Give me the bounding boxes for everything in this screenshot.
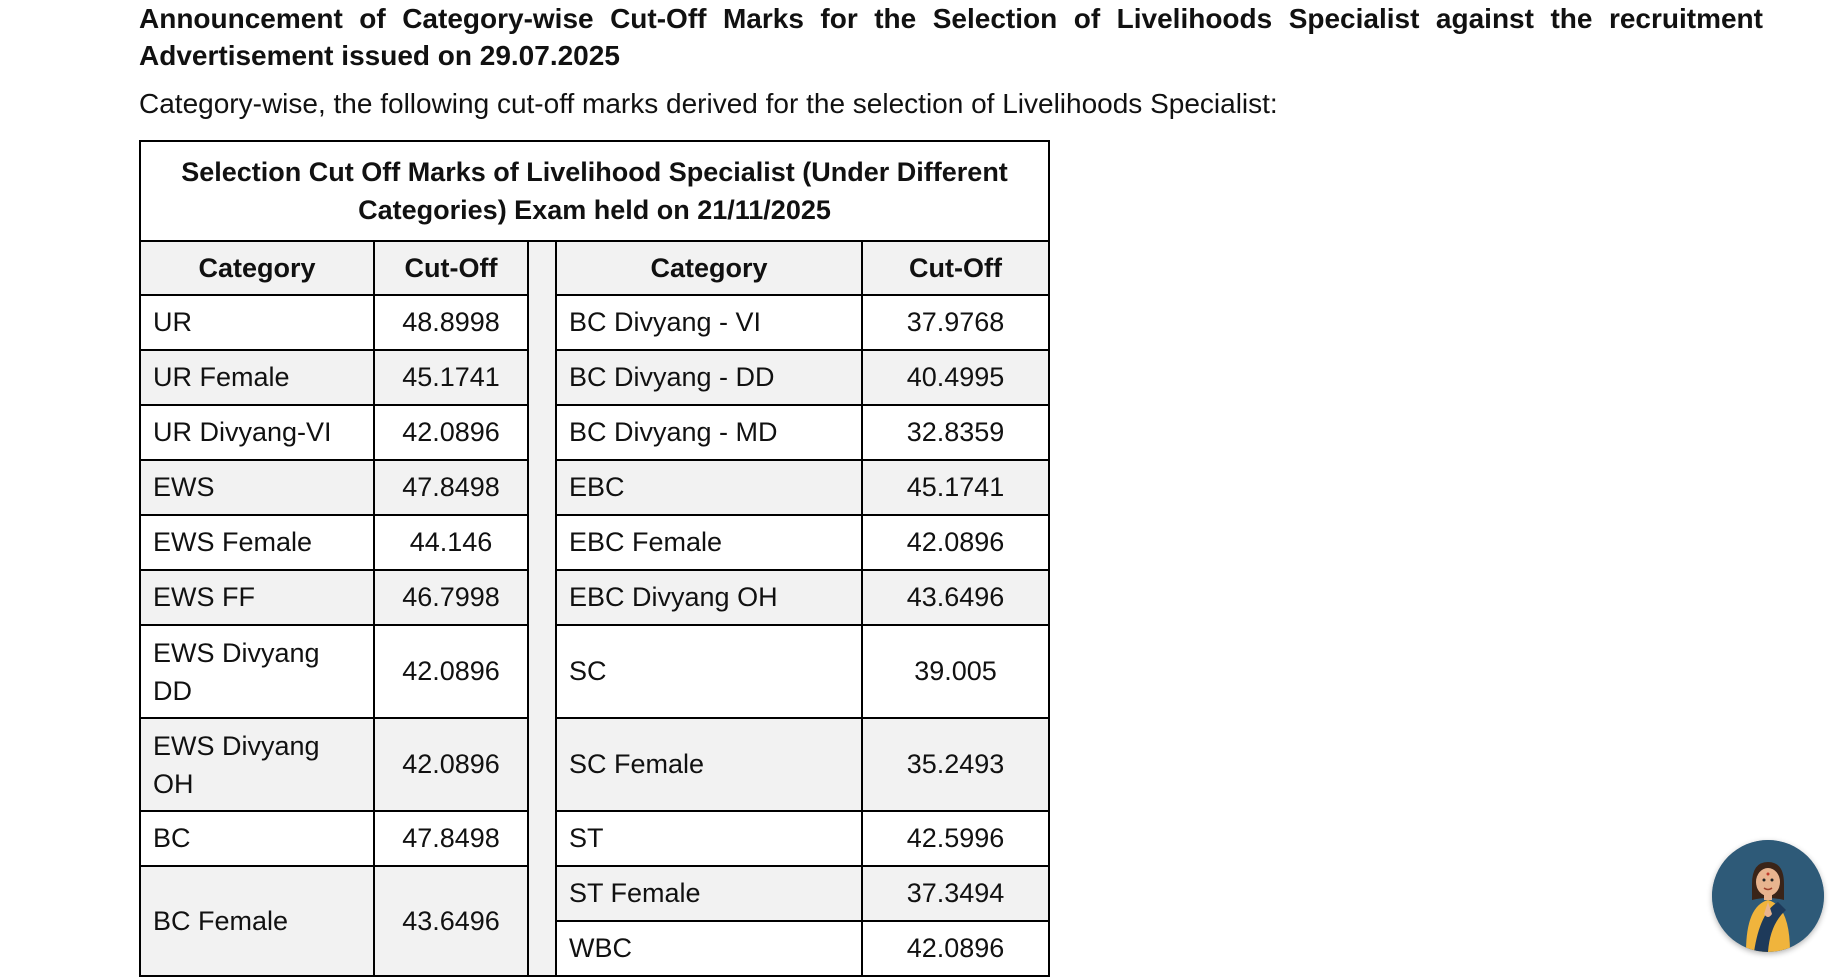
assistant-chat-button[interactable] bbox=[1712, 840, 1824, 952]
category-cell: EWS Divyang DD bbox=[140, 625, 374, 718]
table-row bbox=[140, 460, 1049, 515]
table-row bbox=[140, 625, 1049, 718]
table-row bbox=[140, 350, 1049, 405]
table-row bbox=[140, 811, 1049, 866]
column-header-category: Category bbox=[140, 241, 374, 295]
category-cell: EWS bbox=[140, 460, 374, 515]
category-cell: WBC bbox=[556, 921, 862, 976]
cutoff-cell: 46.7998 bbox=[374, 570, 528, 625]
cutoff-cell: 42.0896 bbox=[862, 921, 1049, 976]
category-cell: UR Female bbox=[140, 350, 374, 405]
category-cell: BC bbox=[140, 811, 374, 866]
category-cell: EWS Female bbox=[140, 515, 374, 570]
category-cell: BC Divyang - DD bbox=[556, 350, 862, 405]
table-row bbox=[140, 866, 1049, 921]
cutoff-cell: 43.6496 bbox=[374, 866, 528, 976]
table-row bbox=[140, 515, 1049, 570]
category-cell: EBC Female bbox=[556, 515, 862, 570]
cutoff-cell: 47.8498 bbox=[374, 811, 528, 866]
cutoff-cell: 45.1741 bbox=[862, 460, 1049, 515]
category-cell: ST Female bbox=[556, 866, 862, 921]
category-cell: SC bbox=[556, 625, 862, 718]
assistant-avatar-icon bbox=[1712, 840, 1824, 952]
cutoff-cell: 32.8359 bbox=[862, 405, 1049, 460]
category-cell: UR bbox=[140, 295, 374, 350]
category-cell: BC Divyang - VI bbox=[556, 295, 862, 350]
announcement-heading: Announcement of Category-wise Cut-Off Marks for the Selection of Livelihoods Specialist against the recruitment Advertisement issued on 29.07.2025 bbox=[139, 3, 1763, 71]
category-cell: BC Female bbox=[140, 866, 374, 976]
column-separator bbox=[528, 241, 556, 976]
table-row bbox=[140, 405, 1049, 460]
cutoff-cell: 40.4995 bbox=[862, 350, 1049, 405]
cutoff-cell: 47.8498 bbox=[374, 460, 528, 515]
category-cell: EBC Divyang OH bbox=[556, 570, 862, 625]
column-header-category: Category bbox=[556, 241, 862, 295]
category-cell: SC Female bbox=[556, 718, 862, 811]
intro-text: Category-wise, the following cut-off marks derived for the selection of Livelihoods Specialist: bbox=[139, 88, 1278, 119]
cutoff-cell: 42.5996 bbox=[862, 811, 1049, 866]
cutoff-cell: 37.9768 bbox=[862, 295, 1049, 350]
category-cell: UR Divyang-VI bbox=[140, 405, 374, 460]
category-cell: EBC bbox=[556, 460, 862, 515]
column-header-cutoff: Cut-Off bbox=[374, 241, 528, 295]
cutoff-cell: 42.0896 bbox=[862, 515, 1049, 570]
cutoff-cell: 45.1741 bbox=[374, 350, 528, 405]
table-row bbox=[140, 718, 1049, 811]
category-cell: EWS Divyang OH bbox=[140, 718, 374, 811]
cutoff-cell: 44.146 bbox=[374, 515, 528, 570]
table-row bbox=[140, 570, 1049, 625]
cutoff-cell: 48.8998 bbox=[374, 295, 528, 350]
table-row bbox=[140, 295, 1049, 350]
cutoff-cell: 35.2493 bbox=[862, 718, 1049, 811]
cutoff-cell: 43.6496 bbox=[862, 570, 1049, 625]
table-caption: Selection Cut Off Marks of Livelihood Specialist (Under Different Categories) Exam held on 21/11/2025 bbox=[140, 141, 1049, 241]
cutoff-table bbox=[139, 140, 1050, 977]
cutoff-cell: 42.0896 bbox=[374, 718, 528, 811]
cutoff-cell: 37.3494 bbox=[862, 866, 1049, 921]
cutoff-cell: 42.0896 bbox=[374, 625, 528, 718]
category-cell: ST bbox=[556, 811, 862, 866]
cutoff-cell: 42.0896 bbox=[374, 405, 528, 460]
category-cell: EWS FF bbox=[140, 570, 374, 625]
category-cell: BC Divyang - MD bbox=[556, 405, 862, 460]
column-header-cutoff: Cut-Off bbox=[862, 241, 1049, 295]
cutoff-cell: 39.005 bbox=[862, 625, 1049, 718]
